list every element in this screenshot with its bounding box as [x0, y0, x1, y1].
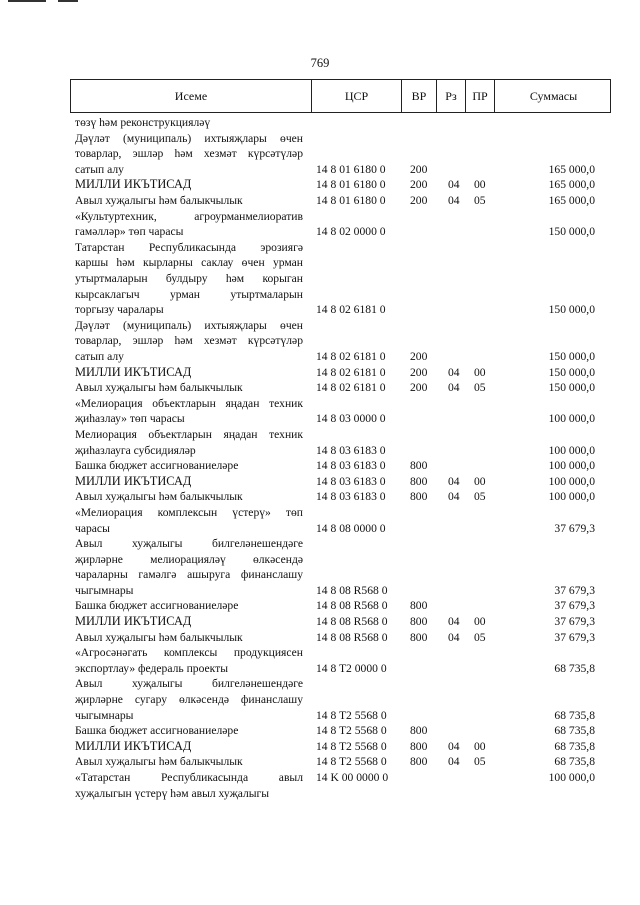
row-sum: 37 679,3: [554, 630, 595, 644]
row-csr: 14 8 03 6183 0: [316, 474, 386, 488]
row-name: [75, 131, 303, 178]
row-name-line: МИЛЛИ ИКЪТИСАД: [75, 177, 192, 192]
row-pr: 05: [474, 381, 486, 395]
row-name: [75, 365, 303, 381]
row-csr: 14 8 02 6181 0: [316, 349, 386, 363]
row-name: [75, 240, 303, 318]
top-rule-long: [8, 0, 46, 2]
row-name-line: җирләрне мелиорацияләү өлкәсендә: [75, 552, 303, 566]
row-name-line: Авыл хуҗалыгы һәм балыкчылык: [75, 755, 243, 769]
row-sum: 165 000,0: [548, 162, 595, 176]
row-csr: 14 8 03 6183 0: [316, 490, 386, 504]
row-sum: 37 679,3: [554, 521, 595, 535]
table-row: [0, 209, 640, 240]
row-name-line: Авыл хуҗалыгы һәм балыкчылык: [75, 193, 243, 207]
row-name-line: гамәлләр» төп чарасы: [75, 225, 184, 239]
row-vr: 800: [410, 490, 428, 504]
row-csr: 14 8 08 R568 0: [316, 583, 388, 597]
header-pr: ПР: [465, 80, 494, 112]
header-csr: ЦСР: [311, 80, 401, 112]
table-row: [0, 598, 640, 614]
row-pr: 00: [474, 739, 486, 753]
row-sum: 150 000,0: [548, 225, 595, 239]
row-vr: 200: [410, 178, 428, 192]
row-sum: 150 000,0: [548, 365, 595, 379]
table-row: [0, 536, 640, 598]
row-sum: 100 000,0: [548, 474, 595, 488]
header-vr: ВР: [401, 80, 436, 112]
row-name-line: экспортлау» федераль проекты: [75, 661, 228, 675]
row-vr: 800: [410, 459, 428, 473]
row-vr: 800: [410, 599, 428, 613]
row-name-line: чараларны гамәлгә ашыруга финанслашу: [75, 568, 303, 582]
row-csr: 14 8 T2 5568 0: [316, 708, 387, 722]
row-name-line: Башка бюджет ассигнованиеләре: [75, 599, 239, 613]
row-csr: 14 8 T2 5568 0: [316, 724, 387, 738]
row-name-line: Авыл хуҗалыгы һәм балыкчылык: [75, 630, 243, 644]
row-pr: 00: [474, 365, 486, 379]
row-name: [75, 505, 303, 536]
row-pr: 00: [474, 178, 486, 192]
row-sum: 165 000,0: [548, 193, 595, 207]
row-sum: 37 679,3: [554, 599, 595, 613]
row-pr: 05: [474, 630, 486, 644]
row-sum: 37 679,3: [554, 583, 595, 597]
row-vr: 800: [410, 615, 428, 629]
row-name-line: җирләрне сугару өлкәсендә финанслашу: [75, 693, 303, 707]
row-csr: 14 8 03 6183 0: [316, 443, 386, 457]
row-name-line: Дәүләт (муниципаль) ихтыяҗлары өчен: [75, 318, 303, 332]
row-name: [75, 754, 303, 770]
row-name: [75, 770, 303, 801]
row-name-line: Башка бюджет ассигнованиеләре: [75, 724, 239, 738]
row-pr: 05: [474, 490, 486, 504]
row-name-line: Мелиорация объектларын яңадан техник: [75, 427, 303, 441]
row-name: [75, 193, 303, 209]
row-sum: 68 735,8: [554, 724, 595, 738]
row-csr: 14 8 08 R568 0: [316, 599, 388, 613]
row-name: [75, 115, 303, 131]
row-name-line: җиһазлауга субсидияләр: [75, 443, 196, 457]
row-sum: 37 679,3: [554, 615, 595, 629]
row-vr: 800: [410, 724, 428, 738]
table-body: [0, 115, 640, 801]
row-csr: 14 8 T2 0000 0: [316, 661, 387, 675]
row-csr: 14 8 T2 5568 0: [316, 739, 387, 753]
table-header: [70, 79, 611, 113]
row-name-line: товарлар, эшләр һәм хезмәт күрсәтүләр: [75, 147, 303, 161]
row-sum: 100 000,0: [548, 459, 595, 473]
row-rz: 04: [448, 178, 460, 192]
table-row: [0, 645, 640, 676]
row-sum: 68 735,8: [554, 739, 595, 753]
row-sum: 150 000,0: [548, 381, 595, 395]
table-row: [0, 754, 640, 770]
table-row: [0, 505, 640, 536]
row-name-line: чарасы: [75, 521, 110, 535]
row-csr: 14 8 02 6181 0: [316, 303, 386, 317]
table-row: [0, 240, 640, 318]
table-row: [0, 458, 640, 474]
row-vr: 200: [410, 381, 428, 395]
row-csr: 14 8 T2 5568 0: [316, 755, 387, 769]
row-name-line: Татарстан Республикасында эрозиягә: [75, 240, 303, 254]
row-pr: 05: [474, 755, 486, 769]
top-rule-short: [58, 0, 78, 2]
row-name-line: җиһазлау» төп чарасы: [75, 412, 185, 426]
row-rz: 04: [448, 615, 460, 629]
row-vr: 800: [410, 630, 428, 644]
table-row: [0, 676, 640, 723]
row-csr: 14 8 01 6180 0: [316, 193, 386, 207]
row-name-line: МИЛЛИ ИКЪТИСАД: [75, 614, 192, 629]
row-name-line: хуҗалыгын үстерү һәм авыл хуҗалыгы: [75, 786, 270, 800]
row-rz: 04: [448, 193, 460, 207]
row-sum: 100 000,0: [548, 771, 595, 785]
table-row: [0, 115, 640, 131]
row-name-line: МИЛЛИ ИКЪТИСАД: [75, 364, 192, 379]
table-row: [0, 770, 640, 801]
row-sum: 150 000,0: [548, 303, 595, 317]
row-pr: 00: [474, 474, 486, 488]
row-rz: 04: [448, 381, 460, 395]
row-name-line: сатып алу: [75, 162, 124, 176]
row-sum: 100 000,0: [548, 412, 595, 426]
table-row: [0, 723, 640, 739]
row-name: [75, 739, 303, 755]
table-row: [0, 614, 640, 630]
row-name-line: утыртмаларын булдыру һәм корыган: [75, 271, 303, 285]
row-name-line: чыгымнары: [75, 708, 134, 722]
row-vr: 200: [410, 193, 428, 207]
row-vr: 200: [410, 349, 428, 363]
row-csr: 14 8 01 6180 0: [316, 178, 386, 192]
table-row: [0, 739, 640, 755]
row-vr: 800: [410, 474, 428, 488]
row-csr: 14 8 08 R568 0: [316, 615, 388, 629]
row-name: [75, 676, 303, 723]
row-rz: 04: [448, 490, 460, 504]
row-name-line: чыгымнары: [75, 583, 134, 597]
row-vr: 200: [410, 365, 428, 379]
row-name: [75, 396, 303, 427]
row-csr: 14 K 00 0000 0: [316, 771, 389, 785]
row-vr: 800: [410, 739, 428, 753]
header-name: Исеме: [174, 88, 208, 103]
row-name: [75, 474, 303, 490]
row-name-line: сатып алу: [75, 349, 124, 363]
row-pr: 00: [474, 615, 486, 629]
row-name: [75, 177, 303, 193]
row-rz: 04: [448, 630, 460, 644]
table-row: [0, 489, 640, 505]
row-name-line: Авыл хуҗалыгы һәм балыкчылык: [75, 490, 243, 504]
row-rz: 04: [448, 755, 460, 769]
header-sum: Суммасы: [494, 80, 612, 112]
row-csr: 14 8 02 6181 0: [316, 365, 386, 379]
row-sum: 68 735,8: [554, 708, 595, 722]
table-row: [0, 318, 640, 365]
table-row: [0, 131, 640, 178]
row-rz: 04: [448, 474, 460, 488]
row-csr: 14 8 02 0000 0: [316, 225, 386, 239]
row-csr: 14 8 02 6181 0: [316, 381, 386, 395]
row-sum: 100 000,0: [548, 443, 595, 457]
row-name: [75, 318, 303, 365]
row-name-line: кырсаклагыч урман утыртмаларын: [75, 287, 303, 301]
table-row: [0, 427, 640, 458]
row-name-line: МИЛЛИ ИКЪТИСАД: [75, 473, 192, 488]
row-name: [75, 380, 303, 396]
row-name: [75, 614, 303, 630]
page-number: 769: [310, 56, 330, 70]
row-name-line: МИЛЛИ ИКЪТИСАД: [75, 738, 192, 753]
row-vr: 200: [410, 162, 428, 176]
row-name-line: торгызу чаралары: [75, 303, 164, 317]
row-name-line: төзү һәм реконструкцияләү: [75, 116, 211, 129]
table-row: [0, 630, 640, 646]
header-rz: Рз: [436, 80, 465, 112]
row-name: [75, 458, 303, 474]
row-name-line: «Культуртехник, агроурманмелиоратив: [75, 209, 303, 223]
row-name-line: Авыл хуҗалыгы билгеләнешендәге: [75, 537, 303, 551]
row-rz: 04: [448, 739, 460, 753]
row-name-line: Дәүләт (муниципаль) ихтыяҗлары өчен: [75, 131, 303, 145]
row-csr: 14 8 08 0000 0: [316, 521, 386, 535]
row-pr: 05: [474, 193, 486, 207]
table-row: [0, 177, 640, 193]
row-name: [75, 427, 303, 458]
table-row: [0, 380, 640, 396]
row-name-line: Авыл хуҗалыгы һәм балыкчылык: [75, 381, 243, 395]
row-name-line: Башка бюджет ассигнованиеләре: [75, 459, 239, 473]
row-name: [75, 723, 303, 739]
row-name-line: Авыл хуҗалыгы билгеләнешендәге: [75, 677, 303, 691]
row-name: [75, 630, 303, 646]
row-sum: 150 000,0: [548, 349, 595, 363]
row-csr: 14 8 03 0000 0: [316, 412, 386, 426]
table-row: [0, 193, 640, 209]
row-sum: 68 735,8: [554, 661, 595, 675]
row-csr: 14 8 01 6180 0: [316, 162, 386, 176]
row-name-line: «Мелиорация объектларын яңадан техник: [75, 396, 303, 410]
row-sum: 100 000,0: [548, 490, 595, 504]
table-row: [0, 474, 640, 490]
row-name-line: «Мелиорация комплексын үстерү» төп: [75, 505, 303, 519]
row-name: [75, 536, 303, 598]
row-rz: 04: [448, 365, 460, 379]
row-name-line: каршы һәм кырларны саклау өчен урман: [75, 256, 303, 270]
row-sum: 165 000,0: [548, 178, 595, 192]
row-vr: 800: [410, 755, 428, 769]
row-name-line: «Татарстан Республикасында авыл: [75, 771, 303, 785]
row-name: [75, 209, 303, 240]
row-name: [75, 645, 303, 676]
row-sum: 68 735,8: [554, 755, 595, 769]
row-name: [75, 489, 303, 505]
row-name: [75, 598, 303, 614]
table-row: [0, 365, 640, 381]
row-name-line: товарлар, эшләр һәм хезмәт күрсәтүләр: [75, 334, 303, 348]
row-csr: 14 8 08 R568 0: [316, 630, 388, 644]
table-row: [0, 396, 640, 427]
row-name-line: «Агросәнәгать комплексы продукциясен: [75, 646, 303, 660]
row-csr: 14 8 03 6183 0: [316, 459, 386, 473]
